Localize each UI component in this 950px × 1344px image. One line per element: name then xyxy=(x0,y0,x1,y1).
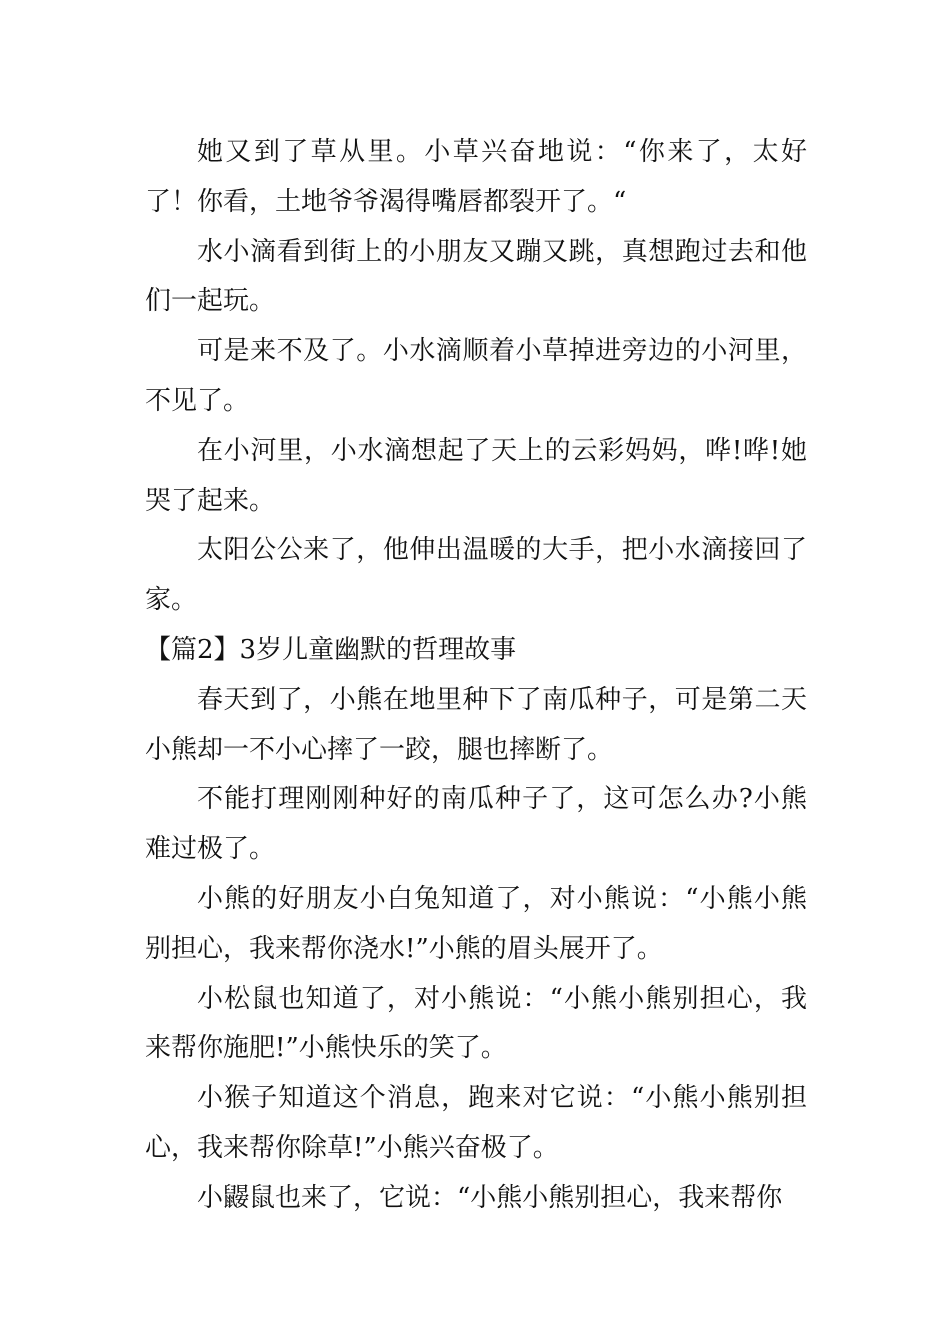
paragraph: 小熊的好朋友小白兔知道了，对小熊说：“小熊小熊别担心，我来帮你浇水!”小熊的眉头展开了。 xyxy=(145,883,807,964)
paragraph: 太阳公公来了，他伸出温暖的大手，把小水滴接回了家。 xyxy=(145,535,807,616)
paragraph: 小松鼠也知道了，对小熊说：“小熊小熊别担心，我来帮你施肥!”小熊快乐的笑了。 xyxy=(145,983,807,1064)
section-heading: 【篇2】3岁儿童幽默的哲理故事 xyxy=(145,634,517,665)
paragraph: 水小滴看到街上的小朋友又蹦又跳，真想跑过去和他们一起玩。 xyxy=(145,236,807,317)
paragraph: 小鼹鼠也来了，它说：“小熊小熊别担心，我来帮你 xyxy=(197,1182,783,1213)
paragraph: 她又到了草从里。小草兴奋地说：“你来了，太好了！你看，土地爷爷渴得嘴唇都裂开了。“ xyxy=(145,137,807,217)
paragraph: 可是来不及了。小水滴顺着小草掉进旁边的小河里，不见了。 xyxy=(145,336,807,416)
paragraph: 春天到了，小熊在地里种下了南瓜种子，可是第二天小熊却一不小心摔了一跤，腿也摔断了。 xyxy=(145,684,807,765)
paragraph: 小猴子知道这个消息，跑来对它说：“小熊小熊别担心，我来帮你除草!”小熊兴奋极了。 xyxy=(145,1083,807,1163)
document-body xyxy=(145,128,807,1224)
paragraph: 不能打理刚刚种好的南瓜种子了，这可怎么办?小熊难过极了。 xyxy=(145,784,807,865)
paragraph: 在小河里，小水滴想起了天上的云彩妈妈，哗!哗!她哭了起来。 xyxy=(145,435,807,516)
